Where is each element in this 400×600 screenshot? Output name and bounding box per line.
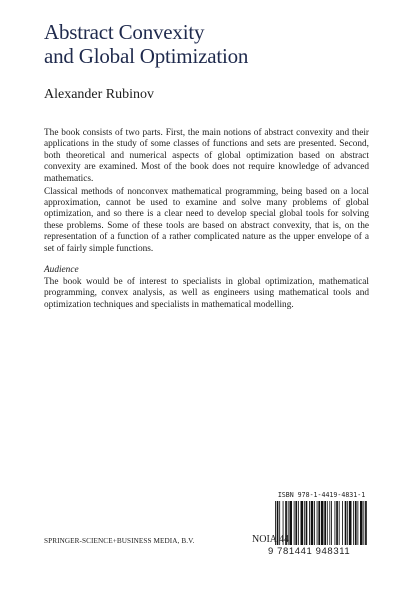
audience-text: The book would be of interest to specialists in global optimization, mathematical programming, convex analysis, as well as engineers using mathematical tools and optimization techniques and specialists in mathematical modelling. [44,277,369,310]
book-author: Alexander Rubinov [44,87,155,102]
audience-heading: Audience [44,265,79,275]
book-description [44,128,369,256]
series-number: NOIA 44 [252,534,289,545]
publisher-name: SPRINGER-SCIENCE+BUSINESS MEDIA, B.V. [44,537,195,545]
description-paragraph-2: Classical methods of nonconvex mathematical programming, being based on a local approximation, cannot be used to examine and solve many problems of global optimization, and so there is a clear need to develop special global tools for solving these problems. Some of these tools are based on abstract convexity, that is, on the representation of a function of a rather complicated nature as the upper envelope of a set of fairly simple functions. [44,186,369,254]
description-paragraph-1: The book consists of two parts. First, the main notions of abstract convexity and their applications in the study of some classes of functions and sets are presented. Second, both theoretical and numerical aspects of global optimization based on abstract convexity are examined. Most of the book does not require knowledge of advanced mathematics. [44,128,369,184]
book-title-line-1: Abstract Convexity [44,20,205,44]
barcode-digits: 9 781441 948311 [268,546,351,557]
isbn-text: ISBN 978-1-4419-4831-1 [277,491,366,499]
book-title-line-2: and Global Optimization [44,44,249,68]
book-title [44,20,364,68]
